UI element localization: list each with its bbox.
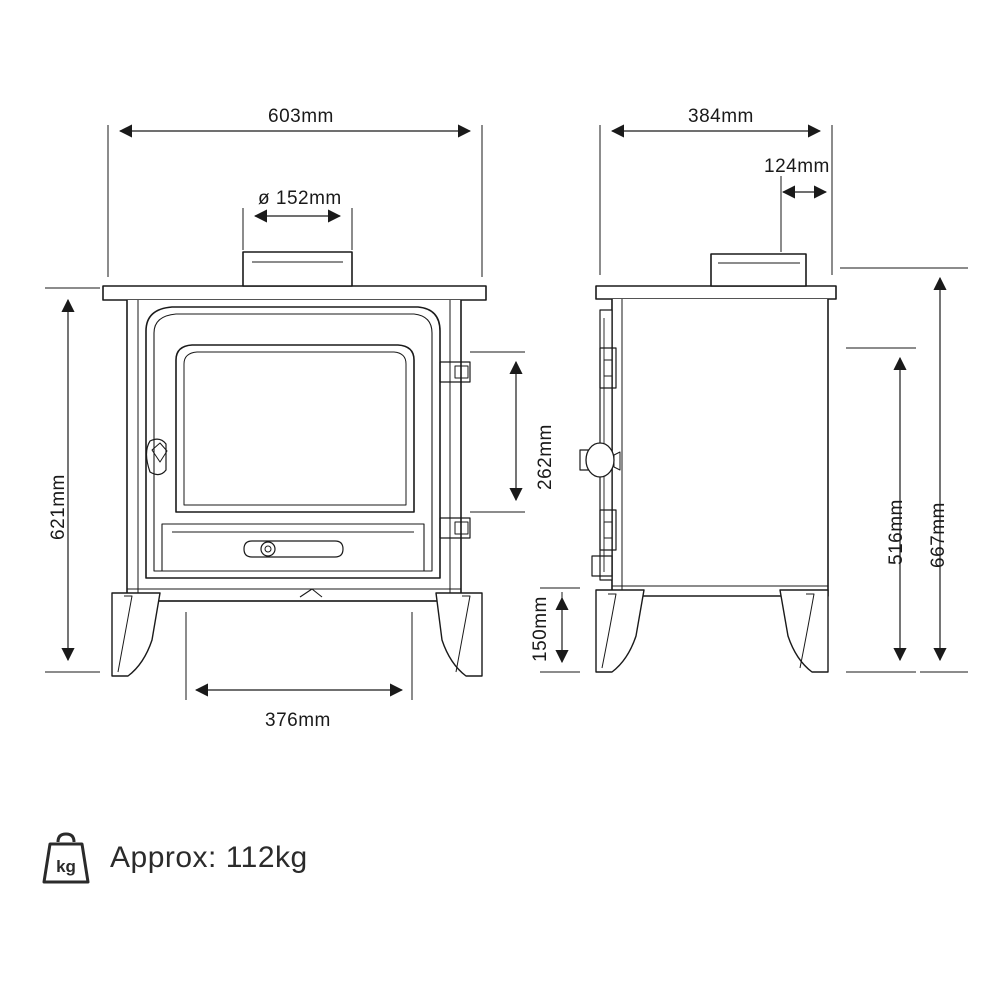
- label-side-body-height: 516mm: [886, 499, 907, 565]
- label-front-width: 603mm: [268, 106, 334, 127]
- weight-kg-icon: [40, 830, 92, 886]
- dim-glass-height: [470, 352, 525, 512]
- label-side-depth: 384mm: [688, 106, 754, 127]
- label-leg-height: 150mm: [530, 596, 551, 662]
- label-flue-diameter: ø 152mm: [258, 188, 342, 209]
- label-flue-offset: 124mm: [764, 156, 830, 177]
- dim-side-depth: [600, 125, 832, 275]
- front-view-outline: [103, 252, 486, 676]
- dim-flue-offset: [781, 176, 832, 252]
- weight-row: [40, 830, 308, 886]
- weight-label: Approx: 112kg: [110, 841, 308, 874]
- label-front-height: 621mm: [48, 474, 69, 540]
- dim-flue-diameter: [243, 208, 352, 250]
- label-side-overall-height: 667mm: [928, 502, 949, 568]
- kg-badge-label: kg: [56, 857, 76, 876]
- label-glass-height: 262mm: [535, 424, 556, 490]
- dim-base-width: [186, 612, 412, 700]
- side-view-outline: [580, 254, 836, 672]
- label-base-width: 376mm: [265, 710, 331, 731]
- dim-side-overall-height: [840, 268, 968, 672]
